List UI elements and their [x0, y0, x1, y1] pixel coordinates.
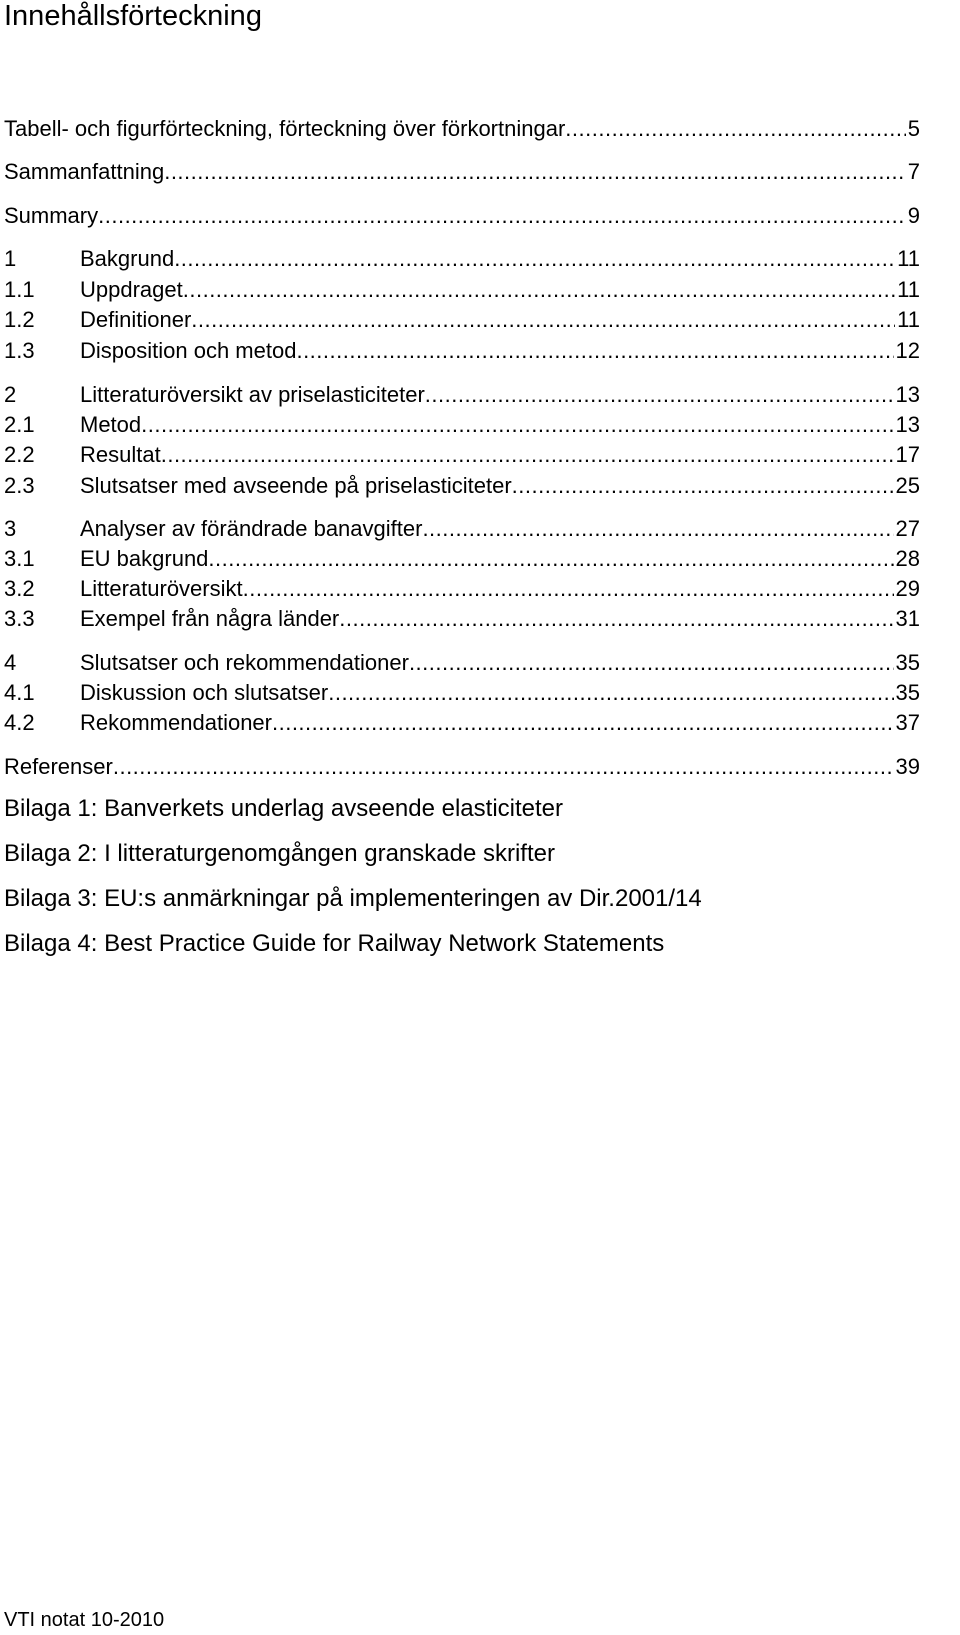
toc-leader-dots — [174, 246, 895, 272]
toc-entry-number: 2.3 — [4, 473, 35, 498]
toc-entry-page: 13 — [895, 382, 920, 407]
appendix-item[interactable]: Bilaga 3: EU:s anmärkningar på implementeringen av Dir.2001/14 — [4, 885, 702, 912]
toc-leader-dots — [296, 338, 893, 364]
toc-entry-label: Rekommendationer — [80, 710, 272, 735]
toc-leader-dots — [422, 516, 893, 542]
toc-entry-page: 7 — [907, 159, 920, 184]
toc-entry-label: Analyser av förändrade banavgifter — [80, 516, 423, 541]
toc-entry-page: 13 — [895, 412, 920, 437]
toc-entry[interactable] — [4, 706, 920, 736]
toc-entry-label: Metod — [80, 412, 142, 437]
toc-entry-number: 1.1 — [4, 277, 35, 302]
toc-entry-number: 4.1 — [4, 680, 35, 705]
toc-entry-label: Resultat — [80, 442, 161, 467]
toc-entry-number: 2 — [4, 382, 17, 407]
toc-entry-page: 27 — [895, 516, 920, 541]
toc-entry-number: 2.1 — [4, 412, 35, 437]
toc-entry-label: Definitioner — [80, 307, 192, 332]
toc-entry-label: EU bakgrund — [80, 546, 209, 571]
toc-entry-label: Bakgrund — [80, 246, 175, 271]
toc-entry-page: 12 — [895, 338, 920, 363]
toc-entry[interactable] — [4, 112, 920, 142]
toc-entry[interactable] — [4, 469, 920, 499]
toc-entry-number: 4.2 — [4, 710, 35, 735]
page-footer: VTI notat 10-2010 — [4, 1609, 165, 1631]
toc-leader-dots — [141, 412, 893, 438]
toc-leader-dots — [98, 203, 906, 229]
toc-entry-label: Uppdraget — [80, 277, 183, 302]
toc-entry-label: Slutsatser med avseende på priselasticiteter — [80, 473, 512, 498]
toc-entry-label: Slutsatser och rekommendationer — [80, 650, 409, 675]
toc-entry-page: 31 — [895, 606, 920, 631]
toc-leader-dots — [243, 576, 894, 602]
toc-entry-number: 2.2 — [4, 442, 35, 467]
toc-entry[interactable] — [4, 512, 920, 542]
toc-leader-dots — [183, 277, 895, 303]
toc-entry-number: 3 — [4, 516, 17, 541]
toc-entry[interactable] — [4, 155, 920, 185]
toc-leader-dots — [409, 650, 894, 676]
toc-entry[interactable] — [4, 242, 920, 272]
toc-entry-label: Exempel från några länder — [80, 606, 340, 631]
appendix-item[interactable]: Bilaga 2: I litteraturgenomgången granskade skrifter — [4, 840, 555, 867]
toc-entry[interactable] — [4, 438, 920, 468]
toc-leader-dots — [272, 710, 894, 736]
toc-leader-dots — [565, 116, 905, 142]
toc-entry-page: 25 — [895, 473, 920, 498]
toc-entry-number: 4 — [4, 650, 17, 675]
toc-entry[interactable] — [4, 572, 920, 602]
toc-entry[interactable] — [4, 334, 920, 364]
toc-entry-page: 29 — [895, 576, 920, 601]
toc-entry-label: Disposition och metod — [80, 338, 297, 363]
toc-entry-page: 35 — [895, 650, 920, 675]
toc-entry-label: Sammanfattning — [4, 159, 165, 184]
toc-entry-page: 11 — [897, 277, 920, 302]
toc-entry[interactable] — [4, 542, 920, 572]
page-title: Innehållsförteckning — [4, 0, 262, 32]
toc-leader-dots — [328, 680, 893, 706]
toc-entry-label: Summary — [4, 203, 99, 228]
toc-entry-label: Diskussion och slutsatser — [80, 680, 329, 705]
toc-entry[interactable] — [4, 750, 920, 780]
toc-leader-dots — [191, 307, 895, 333]
toc-entry[interactable] — [4, 676, 920, 706]
toc-leader-dots — [425, 382, 894, 408]
toc-entry-page: 35 — [895, 680, 920, 705]
toc-leader-dots — [512, 473, 894, 499]
appendix-item[interactable]: Bilaga 4: Best Practice Guide for Railway Network Statements — [4, 930, 665, 957]
toc-entry-page: 28 — [895, 546, 920, 571]
toc-leader-dots — [208, 546, 893, 572]
toc-entry-page: 37 — [895, 710, 920, 735]
toc-leader-dots — [339, 606, 893, 632]
toc-entry[interactable] — [4, 273, 920, 303]
toc-entry-label: Tabell- och figurförteckning, förteckning över förkortningar — [4, 116, 566, 141]
toc-entry-page: 11 — [897, 246, 920, 271]
toc-entry-page: 17 — [895, 442, 920, 467]
toc-entry[interactable] — [4, 602, 920, 632]
toc-entry-number: 3.1 — [4, 546, 35, 571]
toc-entry[interactable] — [4, 378, 920, 408]
toc-leader-dots — [164, 159, 906, 185]
toc-leader-dots — [161, 442, 894, 468]
toc-entry-number: 1.2 — [4, 307, 35, 332]
toc-entry-page: 11 — [897, 307, 920, 332]
toc-entry[interactable] — [4, 646, 920, 676]
toc-entry-label: Litteraturöversikt av priselasticiteter — [80, 382, 425, 407]
toc-entry-number: 3.2 — [4, 576, 35, 601]
toc-entry-number: 1.3 — [4, 338, 35, 363]
toc-entry[interactable] — [4, 408, 920, 438]
toc-entry-page: 5 — [907, 116, 920, 141]
toc-leader-dots — [113, 754, 894, 780]
toc-entry-label: Litteraturöversikt — [80, 576, 243, 601]
toc-entry[interactable] — [4, 303, 920, 333]
appendix-item[interactable]: Bilaga 1: Banverkets underlag avseende elasticiteter — [4, 795, 564, 822]
toc-entry[interactable] — [4, 199, 920, 229]
toc-entry-page: 39 — [895, 754, 920, 779]
toc-entry-number: 3.3 — [4, 606, 35, 631]
toc-entry-page: 9 — [907, 203, 920, 228]
toc-entry-label: Referenser — [4, 754, 113, 779]
toc-entry-number: 1 — [4, 246, 17, 271]
